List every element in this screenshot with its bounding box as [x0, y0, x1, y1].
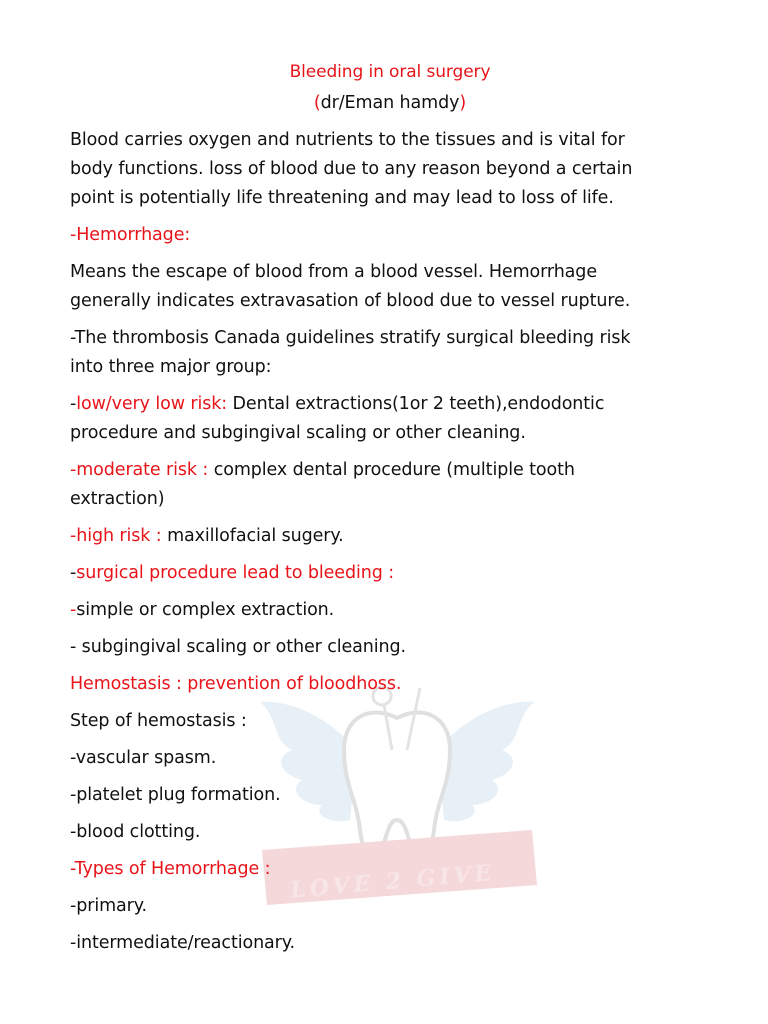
author-line	[70, 89, 710, 118]
surgical-dash: -	[70, 563, 77, 583]
hemorrhage-definition	[70, 258, 710, 316]
hemorrhage-heading: -Hemorrhage:	[70, 225, 191, 245]
surgical-label: surgical procedure lead to bleeding :	[76, 563, 394, 583]
risk-low-dash: -	[70, 394, 77, 414]
surgical-item-1-text: simple or complex extraction.	[76, 600, 335, 620]
risk-low-text-1: Dental extractions(1or 2 teeth),endodontic	[227, 394, 605, 414]
hemorrhage-def-line-2: generally indicates extravasation of blood due to vessel rupture.	[70, 291, 631, 311]
document-body	[70, 58, 710, 966]
watermark-text: LOVE 2 GIVE	[289, 859, 497, 904]
surgical-item-1-dash: -	[70, 600, 77, 620]
type-item: -primary.	[70, 896, 147, 916]
intro-line-3: point is potentially life threatening and may lead to loss of life.	[70, 188, 614, 208]
author-close-paren: )	[459, 93, 467, 113]
type-item: -intermediate/reactionary.	[70, 933, 296, 953]
intro-paragraph	[70, 126, 710, 213]
surgical-heading	[70, 559, 710, 588]
types-heading: -Types of Hemorrhage :	[70, 859, 271, 879]
risk-moderate-text-2: extraction)	[70, 489, 165, 509]
guidelines-line-1: -The thrombosis Canada guidelines stratify surgical bleeding risk	[70, 328, 631, 348]
author-open-paren: (	[313, 93, 321, 113]
hemostasis-heading: Hemostasis : prevention of bloodhoss.	[70, 674, 402, 694]
risk-moderate-label: -moderate risk :	[70, 460, 209, 480]
surgical-item-2: - subgingival scaling or other cleaning.	[70, 637, 407, 657]
risk-high	[70, 522, 710, 551]
hemorrhage-def-line-1: Means the escape of blood from a blood vessel. Hemorrhage	[70, 262, 597, 282]
author-name: dr/Eman hamdy	[320, 93, 460, 113]
surgical-item-1	[70, 596, 710, 625]
risk-moderate	[70, 456, 710, 514]
step-item: -platelet plug formation.	[70, 785, 281, 805]
risk-moderate-text-1: complex dental procedure (multiple tooth	[208, 460, 575, 480]
document-title: Bleeding in oral surgery	[289, 62, 491, 82]
guidelines-paragraph	[70, 324, 710, 382]
guidelines-line-2: into three major group:	[70, 357, 272, 377]
steps-heading: Step of hemostasis :	[70, 711, 247, 731]
intro-line-1: Blood carries oxygen and nutrients to the tissues and is vital for	[70, 130, 625, 150]
step-item: -blood clotting.	[70, 822, 201, 842]
risk-high-text: maxillofacial sugery.	[161, 526, 344, 546]
intro-line-2: body functions. loss of blood due to any reason beyond a certain	[70, 159, 633, 179]
risk-low-label: low/very low risk:	[76, 394, 228, 414]
risk-low	[70, 390, 710, 448]
risk-high-label: -high risk :	[70, 526, 162, 546]
risk-low-text-2: procedure and subgingival scaling or other cleaning.	[70, 423, 526, 443]
step-item: -vascular spasm.	[70, 748, 217, 768]
